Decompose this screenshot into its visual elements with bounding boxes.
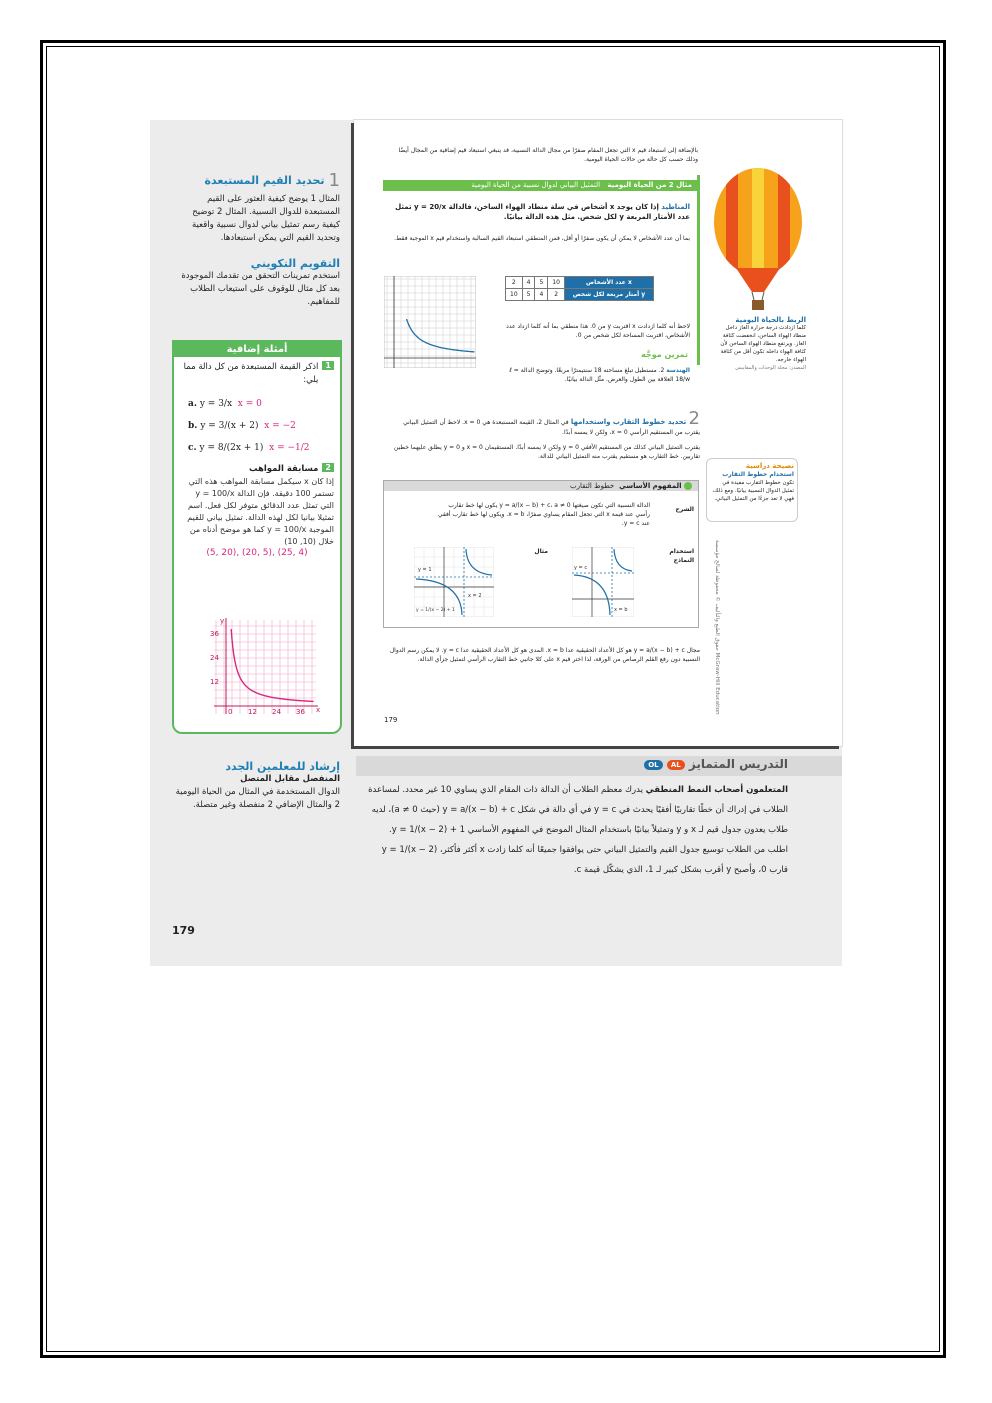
guided-practice [496,366,690,384]
concept-example-label: مثال [534,548,548,555]
connect-box [712,316,806,373]
tip-title: نصيحة دراسية [745,462,794,470]
table-cell: 4 [522,277,535,289]
badge-al: AL [667,760,685,770]
sec1-text: المثال 1 يوضح كيفية العثور على القيم المستبعدة للدوال النسبية. المثال 2 توضيح كيفية رسم تمثيل بياني لدوال نسبية واقعية وتحديد القيم التي يمكن استبعادها. [191,194,340,243]
example-header [388,180,692,191]
domain-text: مجال y = a/(x − b) + c هو كل الأعداد الحقيقية عدا x = b. المدى هو كل الأعداد الحقيقية عدا y = c. لا يمكن رسم الدوال النسبية دون رفع القلم الرصاص من الورقة، لذا اختر قيم x على كلا جانبي خط التقارب الرأسي لتمثيل جزأي الدالة. [389,647,700,663]
model-label-xb: x = b [614,607,628,613]
diff-title: التدريس المتمايز [688,757,788,771]
example-header-subtitle: التمثيل البياني لدوال نسبية من الحياة اليومية [471,181,601,189]
concept-words: الدالة النسبية التي تكون صيغتها y = a/(x − b) + c، a ≠ 0 يكون لها خط تقارب رأسي عند قيمة x التي تجعل المقام يساوي صفرًا، x = b. ويكون لها خط تقارب أفقي عند y = c. [437,502,650,527]
diff-bold: المتعلمون أصحاب النمط المنطقي [645,785,788,795]
key-concept-header [384,481,698,491]
new-teachers-section [172,760,340,812]
table-cell: 2 [506,277,523,289]
table-cell: 10 [548,277,565,289]
guided-text: 2. مستطيل تبلغ مساحته 18 سنتيمترًا مربعًا. وتوضح الدالة ℓ = 18/w العلاقة بين الطول والعرض. مثّل الدالة بيانيًا. [509,367,690,383]
example-label: المناطيد [661,203,690,211]
ex2-graph-ytick: 24 [210,654,219,662]
new-teachers-title: إرشاد للمعلمين الجدد [225,760,340,773]
sec2-number: 2 [688,408,700,429]
table-header: عدد الأشخاص x [564,277,653,289]
extra-examples-box [172,340,342,734]
ex2-graph-xtick: 0 [228,708,233,716]
hot-air-balloon-icon [708,160,808,320]
values-table [505,276,654,301]
new-teachers-text: الدوال المستخدمة في المثال من الحياة اليومية 2 والمثال الإضافي 2 منفصلة وغير متصلة. [175,787,340,810]
example-model-graph [414,547,494,617]
concept-subtitle: خطوط التقارب [570,482,615,490]
table-cell: 5 [535,277,548,289]
ex1-item-a: a. y = 3/x x = 0 [188,399,262,409]
diff-header [360,757,788,771]
concept-words-label: الشرح [675,506,694,513]
extra-examples-title: أمثلة إضافية [174,342,340,357]
book-page-number: 179 [384,716,398,724]
ex2-graph-xtick: 12 [248,708,257,716]
ex2-points: (5, 20), (20, 5), (25, 4) [206,548,308,558]
table-cell: 2 [548,289,565,301]
diff-text: يدرك معظم الطلاب أن الدالة ذات المقام الذي يساوي 10 غير محدد. لمساعدة الطلاب في إدراك أن خطًا تقاربيًا أفقيًا يحدث في y = c في أي دالة في شكل y = a/(x − b) + c (حيث a ≠ 0)، لديه طلاب يعدون جدول قيم لـ x و y وتمثيلاً بيانيًا باستخدام المثال الموضح في المفهوم الأساسي y = 1/(x − 2) + 1. اطلب من الطلاب توسيع جدول القيم والتمثيل البياني حتى يوافقوا جميعًا أنه كلما زادت x أكثر فأكثر، y = 1/(x − 2) قارب 0، وأصبح y أقرب بشكل كبير لـ 1، الذي يشكّل قيمة c. [368,785,788,875]
ex2-number: 2 [322,463,334,472]
sec2-text2: يقترب التمثيل البياني كذلك من المستقيم الأفقي y = 0 ولكن لا يمسه أبدًا. المستقيمان x = 0 و y = 0 يطلق عليهما خطين تقاربين. خط التقارب هو مستقيم يقترب منه التمثيل البياني للدالة. [393,444,700,460]
intro-text: بالإضافة إلى استبعاد قيم x التي تجعل المقام صفرًا من مجال الدالة النسبية، قد ينبغي استبعاد قيم إضافية من المجال أيضًا وذلك حسب كل حالة من حالات الحياة اليومية. [398,147,698,163]
ex1-item-c: c. y = 8/(2x + 1) x = −1/2 [188,443,310,453]
guided-label: الهندسة [666,367,690,374]
concept-globe-icon [684,482,692,490]
ex2-graph-grid [214,620,316,714]
tip-text: تكون خطوط التقارب مفيدة في تمثيل الدوال النسبية بيانيًا. ومع ذلك، فهي لا تعد جزءًا من التمثيل البياني. [712,480,794,502]
connect-source: المصدر: مجلة الوحدات والمقاييس [735,365,806,371]
note-text: لاحظ أنه كلما ازدادت x اقتربت y من 0. هذا منطقي بما أنه كلما ازداد عدد الأشخاص، اقتربت المساحة لكل شخص من 0. [506,323,690,339]
example-statement [388,202,690,222]
ex2-text: إذا كان x سيكمل مسابقة المواهب هذه التي تستمر 100 دقيقة. فإن الدالة y = 100/x التي تمثل عدد الدقائق متوفر لكل فعل. اسم تمثيلا بيانيا لكل لهذه الدالة. تمثيل بياني للقيم الموجبة y = 100/x كما هو موضح أدناه من خلال (10, 10) [187,477,334,546]
ex2-graph [206,614,324,724]
example-body: بما أن عدد الأشخاص لا يمكن أن يكون صفرًا أو أقل، فمن المنطقي استبعاد القيم السالبة واستخدام قيم x الموجبة فقط. [394,235,690,242]
model-label-func: y = 1/(x − 2) + 1 [416,608,455,613]
section-2 [388,408,700,461]
ex2-graph-ytick: 36 [210,630,219,638]
sidebar [172,170,340,309]
concept-head: المفهوم الأساسي [619,482,682,490]
example-side-bar [697,175,700,365]
ex2-graph-xtick: 36 [296,708,305,716]
guided-title: تمرين موجَّه [641,350,688,359]
ex2-title: مسابقة المواهب [248,464,319,474]
connect-text: كلما ازدادت درجة حرارة الغاز داخل منطاد الهواء الساخن، انخفضت كثافة الغاز. ويرتفع منطاد الهواء الساخن لأن كثافة الهواء داخله تكون أقل من كثافة الهواء خارجه. [720,325,806,363]
concept-models-label: استخدام النماذج [669,548,694,564]
table-cell: 5 [522,289,535,301]
badge-ol: OL [644,760,662,770]
sec2-text: في المثال 2، القيمة المستبعدة هي x = 0. لاحظ أن التمثيل البياني يقترب من المستقيم الرأسي x = 0، ولكن لا يمسه أبدًا. [403,419,700,436]
example-header-title: مثال 2 من الحياة اليومية [607,181,692,189]
table-cell: 4 [535,289,548,301]
model-label-y1: y = 1 [418,567,432,573]
diff-paragraph [368,780,788,880]
ex2-graph-ytick: 12 [210,678,219,686]
ex2-graph-ylabel: y [220,617,225,625]
table-header: أمتار مربعة لكل شخص y [564,289,653,301]
new-teachers-subtitle: المنفصل مقابل المتصل [240,774,340,784]
tip-subtitle: استخدام خطوط التقارب [722,471,794,478]
model-graph [572,547,634,617]
model-label-x2: x = 2 [468,593,482,599]
ex2-graph-xlabel: x [316,706,321,714]
formative-title: التقويم التكويني [250,257,340,270]
study-tip [706,458,798,522]
ex1-number: 1 [322,361,334,370]
ex1-text: اذكر القيمة المستبعدة من كل دالة مما يلي: [183,362,319,385]
ex1-item-b: b. y = 3/(x + 2) x = −2 [188,421,296,431]
page-number: 179 [172,924,195,937]
key-concept-box [383,480,699,628]
sec1-number: 1 [328,170,340,191]
example-graph [384,276,476,368]
copyright-text: حقوق الطبع والتأليف © محفوظة لصالح مؤسسة McGraw-Hill Education [714,540,720,715]
model-label-yc: y = c [574,565,588,571]
table-cell: 10 [506,289,523,301]
sec2-title: تحديد خطوط التقارب واستخدامها [570,418,687,426]
ex2-graph-curve [231,629,313,701]
example-text: إذا كان يوجد x أشخاص في سلة منطاد الهواء الساخن، فالدالة y = 20/x تمثل عدد الأمتار المربعة y لكل شخص. مثل هذه الدالة بيانيًا. [395,203,690,221]
connect-title: الربط بالحياة اليومية [735,316,806,324]
ex2-graph-xtick: 24 [272,708,281,716]
sec1-title: تحديد القيم المستبعدة [204,174,325,187]
formative-text: استخدم تمرينات التحقق من تقدمك الموجودة بعد كل مثال للوقوف على استيعاب الطلاب للمفاهيم. [181,271,340,307]
